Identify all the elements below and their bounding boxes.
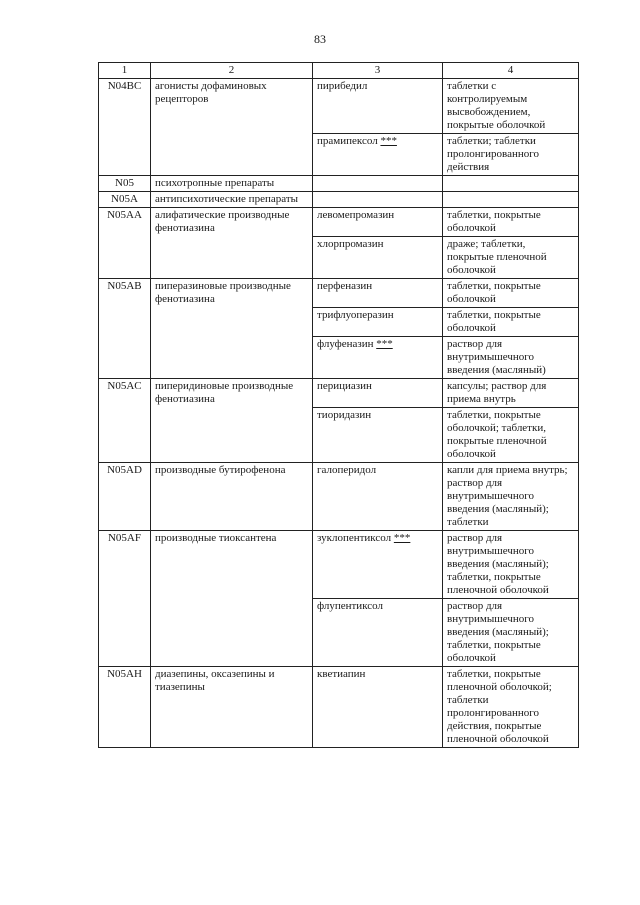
- header-row: [99, 63, 579, 79]
- dosage-form-cell: капсулы; раствор для приема внутрь: [443, 379, 579, 408]
- dosage-form-cell: раствор для внутримышечного введения (масляный); таблетки, покрытые оболочкой: [443, 599, 579, 667]
- group-name-cell: антипсихотические препараты: [151, 192, 313, 208]
- table-row: [99, 667, 579, 748]
- drug-name: трифлуоперазин: [317, 309, 394, 321]
- group-name-cell: пиперазиновые производные фенотиазина: [151, 279, 313, 379]
- dosage-form-cell: таблетки; таблетки пролонгированного действия: [443, 134, 579, 176]
- drug-name: флупентиксол: [317, 600, 383, 612]
- group-name-cell: диазепины, оксазепины и тиазепины: [151, 667, 313, 748]
- dosage-form-cell: раствор для внутримышечного введения (масляный): [443, 337, 579, 379]
- dosage-form-cell: таблетки, покрытые оболочкой: [443, 279, 579, 308]
- header-cell: 4: [443, 63, 579, 79]
- drug-name: флуфеназин: [317, 338, 374, 350]
- drug-mark: ***: [376, 338, 393, 350]
- table-body: [99, 79, 579, 748]
- drug-name: кветиапин: [317, 668, 366, 680]
- drug-name-cell: [313, 337, 443, 379]
- atc-code-cell: N05AD: [99, 463, 151, 531]
- dosage-form-cell: капли для приема внутрь; раствор для внутримышечного введения (масляный); таблетки: [443, 463, 579, 531]
- header-cell: 1: [99, 63, 151, 79]
- drug-name-cell: [313, 531, 443, 599]
- page-number: 83: [314, 32, 326, 46]
- table-row: [99, 79, 579, 134]
- group-name-cell: агонисты дофаминовых рецепторов: [151, 79, 313, 176]
- dosage-form-cell: драже; таблетки, покрытые пленочной оболочкой: [443, 237, 579, 279]
- drug-name-cell: [313, 208, 443, 237]
- group-name-cell: пиперидиновые производные фенотиазина: [151, 379, 313, 463]
- header-cell: 3: [313, 63, 443, 79]
- dosage-form-cell: таблетки, покрытые пленочной оболочкой; таблетки пролонгированного действия, покрытые пленочной оболочкой: [443, 667, 579, 748]
- atc-code-cell: N05AH: [99, 667, 151, 748]
- table-row: [99, 192, 579, 208]
- atc-code-cell: N05: [99, 176, 151, 192]
- drug-name: хлорпромазин: [317, 238, 384, 250]
- dosage-form-cell: раствор для внутримышечного введения (масляный); таблетки, покрытые пленочной оболочкой: [443, 531, 579, 599]
- drug-name-cell: [313, 308, 443, 337]
- group-name-cell: алифатические производные фенотиазина: [151, 208, 313, 279]
- drug-name-cell: [313, 667, 443, 748]
- table-row: [99, 463, 579, 531]
- table-row: [99, 279, 579, 308]
- header-cell: 2: [151, 63, 313, 79]
- dosage-form-cell: таблетки, покрытые оболочкой: [443, 208, 579, 237]
- drug-name-cell: [313, 176, 443, 192]
- drug-table: [98, 62, 579, 748]
- drug-name-cell: [313, 279, 443, 308]
- drug-name-cell: [313, 79, 443, 134]
- dosage-form-cell: таблетки, покрытые оболочкой; таблетки, покрытые пленочной оболочкой: [443, 408, 579, 463]
- table-row: [99, 176, 579, 192]
- atc-code-cell: N05AF: [99, 531, 151, 667]
- drug-name: прамипексол: [317, 135, 378, 147]
- group-name-cell: производные бутирофенона: [151, 463, 313, 531]
- table-row: [99, 208, 579, 237]
- drug-name-cell: [313, 192, 443, 208]
- drug-name-cell: [313, 599, 443, 667]
- atc-code-cell: N05AB: [99, 279, 151, 379]
- drug-mark: ***: [380, 135, 397, 147]
- drug-name: пирибедил: [317, 80, 368, 92]
- atc-code-cell: N04BC: [99, 79, 151, 176]
- dosage-form-cell: [443, 176, 579, 192]
- drug-name: левомепромазин: [317, 209, 395, 221]
- drug-name: тиоридазин: [317, 409, 372, 421]
- table-row: [99, 379, 579, 408]
- group-name-cell: психотропные препараты: [151, 176, 313, 192]
- drug-name-cell: [313, 379, 443, 408]
- atc-code-cell: N05A: [99, 192, 151, 208]
- drug-name-cell: [313, 237, 443, 279]
- drug-name-cell: [313, 463, 443, 531]
- dosage-form-cell: [443, 192, 579, 208]
- drug-name: перициазин: [317, 380, 372, 392]
- group-name-cell: производные тиоксантена: [151, 531, 313, 667]
- drug-name-cell: [313, 408, 443, 463]
- atc-code-cell: N05AC: [99, 379, 151, 463]
- table-row: [99, 531, 579, 599]
- drug-name: галоперидол: [317, 464, 377, 476]
- atc-code-cell: N05AA: [99, 208, 151, 279]
- drug-name: перфеназин: [317, 280, 373, 292]
- drug-mark: ***: [393, 532, 411, 544]
- dosage-form-cell: таблетки, покрытые оболочкой: [443, 308, 579, 337]
- dosage-form-cell: таблетки с контролируемым высвобождением, покрытые оболочкой: [443, 79, 579, 134]
- drug-name-cell: [313, 134, 443, 176]
- drug-name: зуклопентиксол: [317, 532, 392, 544]
